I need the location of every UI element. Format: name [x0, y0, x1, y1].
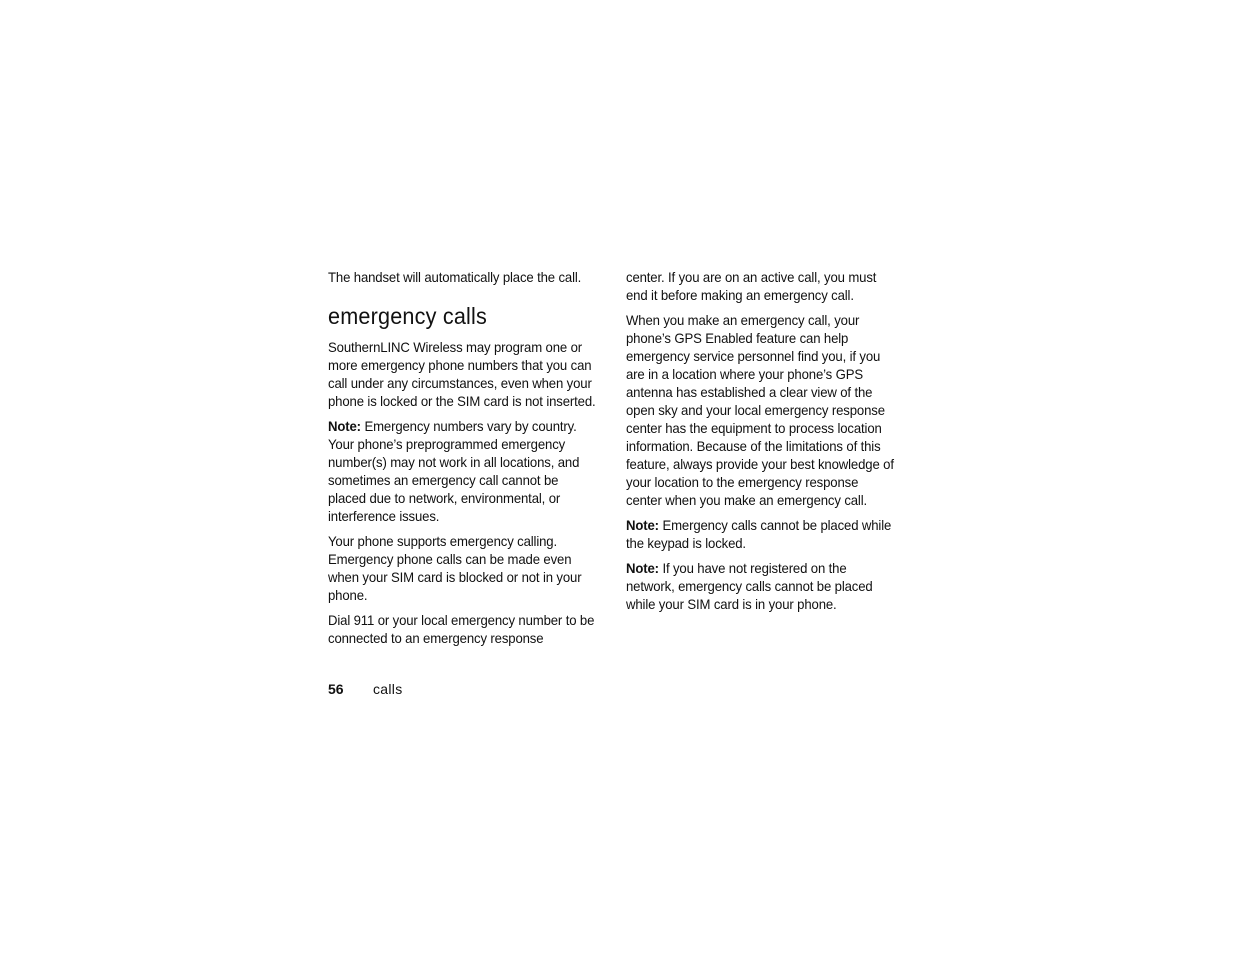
intro-text: The handset will automatically place the call.	[328, 269, 582, 285]
page-number: 56	[328, 681, 344, 697]
page-footer	[328, 680, 403, 698]
note-text: Emergency numbers vary by country. Your phone’s preprogrammed emergency number(s) may not work in all locations, and sometimes an emergency call cannot be placed due to network, environmental, or interference issues.	[328, 418, 580, 524]
note-label: Note:	[626, 517, 659, 533]
left-column	[328, 268, 597, 654]
paragraph-dial-911: Dial 911 or your local emergency number to be connected to an emergency response	[328, 612, 595, 646]
note-registration	[626, 559, 895, 613]
paragraph-emergency-numbers: SouthernLINC Wireless may program one or more emergency phone numbers that you can call under any circumstances, even when your phone is locked or the SIM card is not inserted.	[328, 339, 596, 409]
note-label: Note:	[626, 560, 659, 576]
note-keypad	[626, 516, 895, 552]
right-column	[626, 268, 895, 620]
paragraph-active-call: center. If you are on an active call, you must end it before making an emergency call.	[626, 269, 877, 303]
note-text: If you have not registered on the network, emergency calls cannot be placed while your SIM card is in your phone.	[626, 560, 873, 612]
note-country	[328, 417, 597, 525]
footer-section-name: calls	[373, 681, 403, 697]
section-heading: emergency calls	[328, 303, 488, 329]
paragraph-gps: When you make an emergency call, your phone’s GPS Enabled feature can help emergency service personnel find you, if you are in a location where your phone’s GPS antenna has established a clear view of the open sky and your local emergency response center has the equipment to process location information. Because of the limitations of this feature, always provide your best knowledge of your location to the emergency response center when you make an emergency call.	[626, 312, 894, 508]
note-label: Note:	[328, 418, 361, 434]
paragraph-emergency-calling: Your phone supports emergency calling. Emergency phone calls can be made even when your SIM card is blocked or not in your phone.	[328, 533, 582, 603]
note-text: Emergency calls cannot be placed while the keypad is locked.	[626, 517, 892, 551]
